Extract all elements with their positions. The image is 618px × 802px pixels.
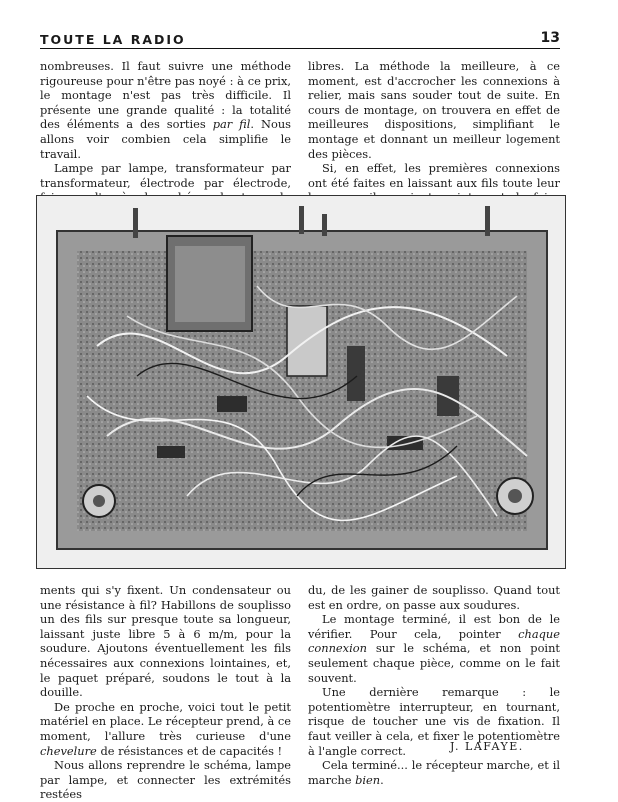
journal-title: TOUTE LA RADIO — [40, 32, 186, 47]
paragraph: ments qui s'y fixent. Un condensateur ou une résistance à fil? Habillons de souplisso un des fils sur presque toute sa longueur, laissant juste libre 5 à 6 m/m, pour la soudure. Ajoutons éventuellement les fils nécessaires aux connexions lointaines, et, le paquet préparé, soudons le tout à la douille. — [40, 583, 291, 700]
column-bottom-left — [40, 583, 291, 802]
paragraph: libres. La méthode la meilleure, à ce moment, est d'accrocher les connexions à relier, mais sans souder tout de suite. En cours de montage, on trouvera en effet de meilleures dispositions, simplifiant le montage et donnant un meilleur logement des pièces. — [308, 59, 560, 161]
paragraph: Lampe par lampe, transformateur par transformateur, électrode par électrode, — [40, 161, 291, 190]
header-rule — [40, 48, 560, 49]
paragraph: De proche en proche, voici tout le petit matériel en place. Le récepteur prend, à ce moment, l'allure très curieuse d'une chevelure de résistances et de capacités ! — [40, 699, 291, 758]
chassis-photo-illustration — [37, 196, 565, 568]
paragraph: Cela terminé... le récepteur marche, et il marche bien. — [308, 758, 560, 787]
page-number: 13 — [540, 30, 560, 46]
paragraph: Une dernière remarque : le potentiomètre interrupteur, en tournant, risque de toucher une vis de fixation. Il faut veiller à cela, et fixer le potentiomètre à l'angle correct. — [308, 685, 560, 758]
paragraph: Nous allons reprendre le schéma, lampe par lampe, et connecter les extrémités restées — [40, 758, 291, 802]
paragraph: Le montage terminé, il est bon de le vérifier. Pour cela, pointer chaque connexion sur le schéma, et non point seulement chaque pièce, comme on le fait souvent. — [308, 612, 561, 685]
paragraph: nombreuses. Il faut suivre une méthode rigoureuse pour n'être pas noyé : à ce prix, le montage n'est pas très difficile. Il présente une grande qualité : la totalité des éléments a des sorties par fil. Nous allons voir combien cela simplifie le travail. — [40, 59, 291, 161]
paragraph: du, de les gainer de souplisso. Quand tout est en ordre, on passe aux soudures. — [308, 583, 560, 612]
column-bottom-right — [308, 583, 560, 787]
paragraph: Si, en effet, les premières connexions ont été faites en laissant aux fils toute leur — [308, 161, 560, 190]
running-header — [40, 30, 560, 50]
chassis-wiring-photo — [36, 195, 566, 569]
author-signature: J. LAFAYE. — [450, 740, 524, 753]
